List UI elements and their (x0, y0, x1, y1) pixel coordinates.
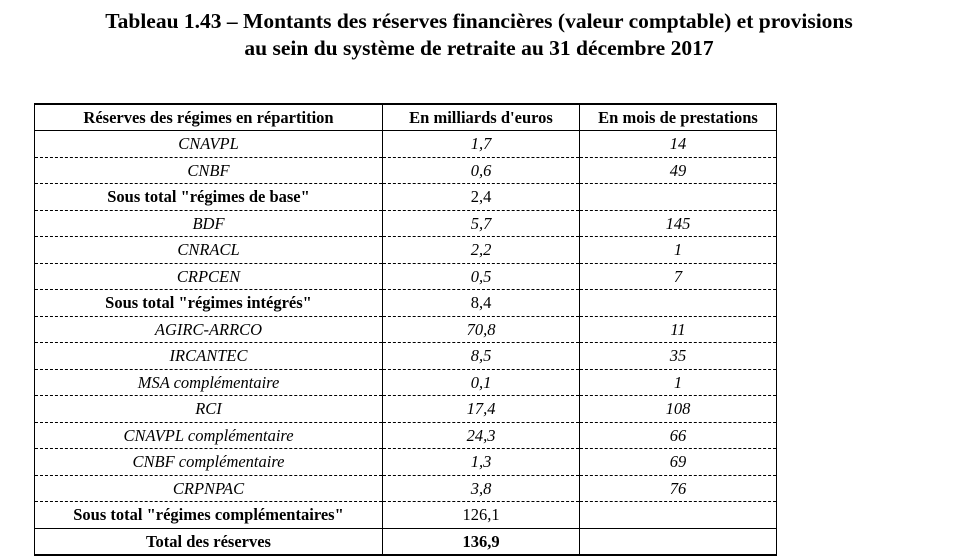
row-label: CRPCEN (35, 263, 383, 290)
table-body (35, 131, 777, 556)
row-amount: 2,2 (383, 237, 580, 264)
row-label: Sous total "régimes de base" (35, 184, 383, 211)
row-months: 66 (580, 422, 777, 449)
row-amount: 8,5 (383, 343, 580, 370)
row-months: 14 (580, 131, 777, 158)
row-amount: 1,3 (383, 449, 580, 476)
table-row (35, 502, 777, 529)
row-months: 1 (580, 237, 777, 264)
table-row (35, 263, 777, 290)
row-label: CNRACL (35, 237, 383, 264)
table-row (35, 131, 777, 158)
total-amount: 136,9 (383, 528, 580, 555)
table-row (35, 343, 777, 370)
table-row (35, 290, 777, 317)
row-months: 11 (580, 316, 777, 343)
row-months: 7 (580, 263, 777, 290)
row-amount: 8,4 (383, 290, 580, 317)
table-row (35, 157, 777, 184)
row-amount: 0,6 (383, 157, 580, 184)
row-amount: 5,7 (383, 210, 580, 237)
row-label: BDF (35, 210, 383, 237)
table-row (35, 422, 777, 449)
row-label: CNBF complémentaire (35, 449, 383, 476)
title-line-1: Tableau 1.43 – Montants des réserves financières (valeur comptable) et provisions (105, 9, 853, 33)
row-amount: 0,1 (383, 369, 580, 396)
row-months: 108 (580, 396, 777, 423)
row-label: CNAVPL (35, 131, 383, 158)
row-amount: 24,3 (383, 422, 580, 449)
header-regimes: Réserves des régimes en répartition (35, 104, 383, 131)
row-months: 145 (580, 210, 777, 237)
row-label: Sous total "régimes intégrés" (35, 290, 383, 317)
row-amount: 70,8 (383, 316, 580, 343)
table-row (35, 449, 777, 476)
row-months (580, 184, 777, 211)
reserves-table (34, 103, 777, 556)
header-months: En mois de prestations (580, 104, 777, 131)
row-label: MSA complémentaire (35, 369, 383, 396)
header-row (35, 104, 777, 131)
row-months (580, 502, 777, 529)
row-months: 35 (580, 343, 777, 370)
row-amount: 126,1 (383, 502, 580, 529)
total-row (35, 528, 777, 555)
header-amount: En milliards d'euros (383, 104, 580, 131)
table-row (35, 210, 777, 237)
row-label: CNBF (35, 157, 383, 184)
title-line-2: au sein du système de retraite au 31 décembre 2017 (244, 36, 714, 60)
table-row (35, 369, 777, 396)
table-row (35, 237, 777, 264)
row-amount: 3,8 (383, 475, 580, 502)
row-months: 49 (580, 157, 777, 184)
table-row (35, 475, 777, 502)
row-label: RCI (35, 396, 383, 423)
total-months (580, 528, 777, 555)
row-label: AGIRC-ARRCO (35, 316, 383, 343)
row-months (580, 290, 777, 317)
table-row (35, 184, 777, 211)
row-months: 1 (580, 369, 777, 396)
row-amount: 0,5 (383, 263, 580, 290)
row-label: CRPNPAC (35, 475, 383, 502)
row-label: CNAVPL complémentaire (35, 422, 383, 449)
row-amount: 1,7 (383, 131, 580, 158)
table-title (0, 8, 958, 62)
row-amount: 17,4 (383, 396, 580, 423)
row-label: IRCANTEC (35, 343, 383, 370)
total-label: Total des réserves (35, 528, 383, 555)
row-months: 76 (580, 475, 777, 502)
row-months: 69 (580, 449, 777, 476)
table-row (35, 316, 777, 343)
row-label: Sous total "régimes complémentaires" (35, 502, 383, 529)
table-row (35, 396, 777, 423)
row-amount: 2,4 (383, 184, 580, 211)
